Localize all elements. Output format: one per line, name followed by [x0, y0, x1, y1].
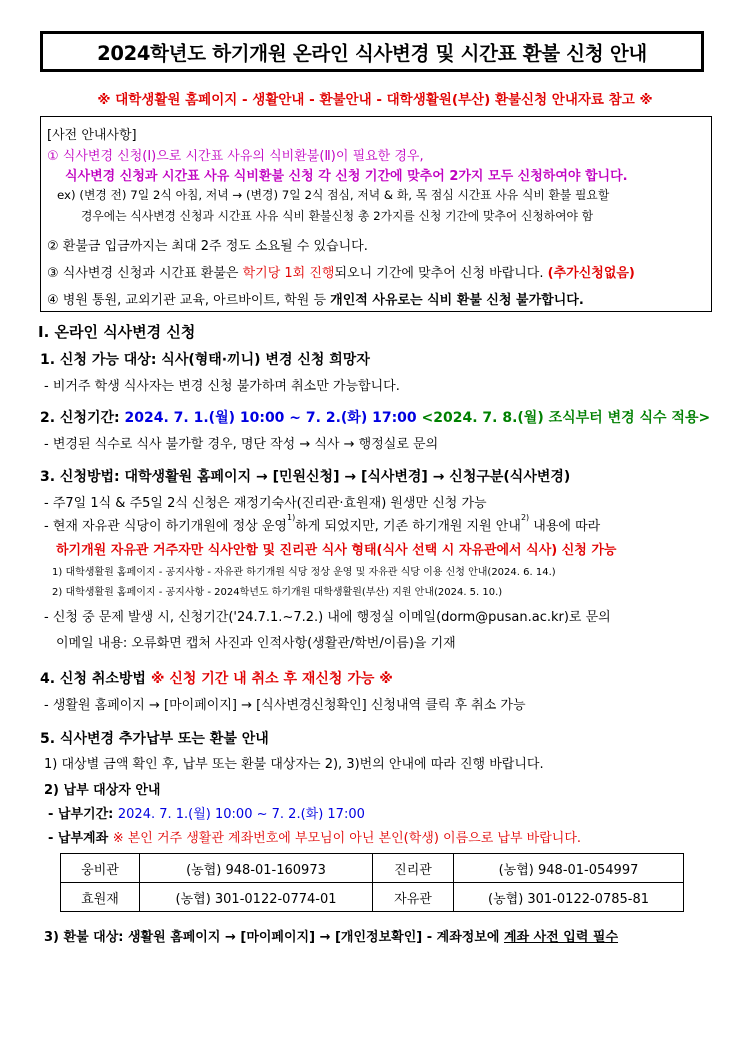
item1-title: 1. 신청 가능 대상: 식사(형태·끼니) 변경 신청 희망자	[40, 352, 370, 368]
table-cell-account: (농협) 948-01-054997	[454, 854, 684, 883]
item2-apply-date: <2024. 7. 8.(월) 조식부터 변경 식수 적용>	[416, 410, 711, 426]
notice-item4-a: ④ 병원 통원, 교외기관 교육, 아르바이트, 학원 등	[47, 293, 331, 308]
notice-item3-c: 되오니 기간에 맞추어 신청 바랍니다.	[334, 266, 548, 281]
notice-item3	[47, 262, 635, 281]
item5-2a	[48, 803, 365, 822]
item3-title: 3. 신청방법: 대학생활원 홈페이지 → [민원신청] → [식사변경] → 신청구분(식사변경)	[40, 469, 571, 485]
item5-2: 2) 납부 대상자 안내	[44, 783, 161, 798]
item5-2b-warning: ※ 본인 거주 생활관 계좌번호에 부모님이 아닌 본인(학생) 이름으로 납부 바랍니다.	[112, 831, 582, 846]
reference-note: ※ 대학생활원 홈페이지 - 생활안내 - 환불안내 - 대학생활원(부산) 환불신청 안내자료 참고 ※	[97, 92, 653, 108]
item4-title	[40, 668, 393, 688]
item5-2b	[48, 827, 581, 846]
item3-d2: 이메일 내용: 오류화면 캡처 사진과 인적사항(생활관/학번/이름)을 기재	[56, 636, 456, 651]
notice-box	[40, 116, 712, 312]
notice-item1-example1: ex) (변경 전) 7일 2식 아침, 저녁 → (변경) 7일 2식 점심, 저녁 & 화, 목 점심 시간표 사유 식비 환불 필요할	[57, 188, 610, 202]
item3-d1: - 신청 중 문제 발생 시, 신청기간('24.7.1.~7.2.) 내에 행정실 이메일(dorm@pusan.ac.kr)로 문의	[44, 610, 611, 625]
table-cell-account: (농협) 301-0122-0774-01	[140, 883, 373, 912]
footnote-ref-2: 2)	[520, 513, 530, 522]
notice-item3-highlight: 학기당 1회 진행	[242, 266, 335, 281]
item3-b-part2: 하게 되었지만, 기존 하기개원 지원 안내	[295, 519, 521, 534]
table-cell-account: (농협) 948-01-160973	[140, 854, 373, 883]
table-row	[61, 883, 684, 912]
table-cell-hall: 효원재	[61, 883, 140, 912]
page-title: 2024학년도 하기개원 온라인 식사변경 및 시간표 환불 신청 안내	[97, 41, 647, 65]
item2-title	[40, 407, 710, 427]
table-cell-hall: 웅비관	[61, 854, 140, 883]
notice-item1-line2: 식사변경 신청과 시간표 사유 식비환불 신청 각 신청 기간에 맞추어 2가지 모두 신청하여야 합니다.	[65, 169, 628, 184]
notice-item1-line1: ① 식사변경 신청(Ⅰ)으로 시간표 사유의 식비환불(Ⅱ)이 필요한 경우,	[47, 149, 424, 164]
item3-b	[44, 515, 600, 534]
notice-item4-b: 개인적 사유로는 식비 환불 신청 불가합니다.	[330, 293, 584, 308]
section1-heading: Ⅰ. 온라인 식사변경 신청	[38, 323, 196, 341]
item3-a: - 주7일 1식 & 주5일 2식 신청은 재정기숙사(진리관·효원재) 원생만 신청 가능	[44, 496, 487, 511]
account-table	[60, 853, 684, 912]
item2-note: - 변경된 식수로 식사 불가할 경우, 명단 작성 → 식사 → 행정실로 문의	[44, 437, 439, 452]
item3-b-part1: - 현재 자유관 식당이 하기개원에 정상 운영	[44, 519, 287, 534]
footnote-2: 2) 대학생활원 홈페이지 - 공지사항 - 2024학년도 하기개원 대학생활원(부산) 지원 안내(2024. 5. 10.)	[52, 587, 503, 598]
item2-label: 2. 신청기간:	[40, 410, 125, 426]
notice-item3-a: ③ 식사변경 신청과 시간표 환불은	[47, 266, 243, 281]
item5-2a-label: - 납부기간:	[48, 807, 118, 822]
item4-note: - 생활원 홈페이지 → [마이페이지] → [식사변경신청확인] 신청내역 클릭 후 취소 가능	[44, 698, 526, 713]
item5-2a-period: 2024. 7. 1.(월) 10:00 ~ 7. 2.(화) 17:00	[117, 807, 365, 822]
notice-heading: [사전 안내사항]	[47, 128, 137, 143]
item3-b-part3: 내용에 따라	[529, 519, 601, 534]
title-box	[40, 31, 704, 72]
notice-item4	[47, 289, 584, 308]
item1-note: - 비거주 학생 식사자는 변경 신청 불가하며 취소만 가능합니다.	[44, 379, 400, 394]
table-cell-hall: 진리관	[373, 854, 454, 883]
table-cell-account: (농협) 301-0122-0785-81	[454, 883, 684, 912]
table-row	[61, 854, 684, 883]
footnote-ref-1: 1)	[286, 513, 296, 522]
notice-item2: ② 환불금 입금까지는 최대 2주 정도 소요될 수 있습니다.	[47, 239, 368, 254]
item5-2b-label: - 납부계좌	[48, 831, 113, 846]
item3-c: 하기개원 자유관 거주자만 식사안함 및 진리관 식사 형태(식사 선택 시 자유관에서 식사) 신청 가능	[56, 543, 617, 558]
notice-item1-example2: 경우에는 식사변경 신청과 시간표 사유 식비 환불신청 총 2가지를 신청 기간에 맞추어 신청하여야 함	[81, 209, 594, 223]
footnote-1: 1) 대학생활원 홈페이지 - 공지사항 - 자유관 하기개원 식당 정상 운영 및 자유관 식당 이용 신청 안내(2024. 6. 14.)	[52, 567, 556, 578]
item5-3-text: 3) 환불 대상: 생활원 홈페이지 → [마이페이지] → [개인정보확인] - 계좌정보에	[44, 930, 504, 945]
item5-3	[44, 926, 618, 945]
item5-1: 1) 대상별 금액 확인 후, 납부 또는 환불 대상자는 2), 3)번의 안내에 따라 진행 바랍니다.	[44, 757, 544, 772]
item5-3-required: 계좌 사전 입력 필수	[503, 930, 619, 945]
item4-warning: ※ 신청 기간 내 취소 후 재신청 가능 ※	[150, 671, 393, 687]
item2-period: 2024. 7. 1.(월) 10:00 ~ 7. 2.(화) 17:00	[124, 410, 417, 426]
item4-label: 4. 신청 취소방법	[40, 671, 151, 687]
notice-item3-no-extra: (추가신청없음)	[547, 266, 635, 281]
table-cell-hall: 자유관	[373, 883, 454, 912]
item5-title: 5. 식사변경 추가납부 또는 환불 안내	[40, 731, 269, 747]
